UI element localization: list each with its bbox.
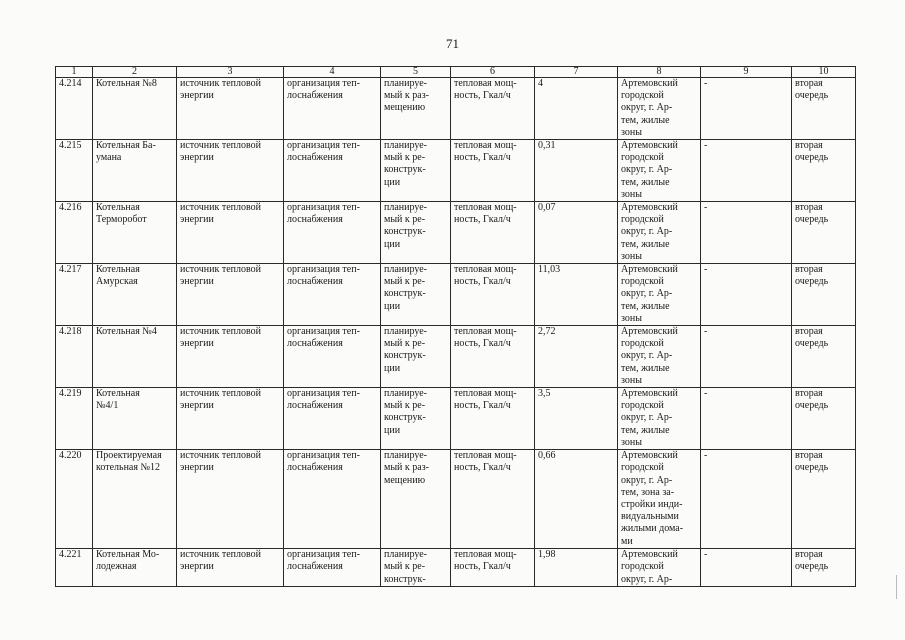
status: планируе- мый к ре- конструк- ции [381, 264, 451, 326]
column-header: 4 [284, 67, 381, 78]
stage: вторая очередь [792, 140, 856, 202]
facility-name: Котельная №8 [93, 78, 177, 140]
status: планируе- мый к ре- конструк- ции [381, 388, 451, 450]
status: планируе- мый к ре- конструк- ции [381, 326, 451, 388]
table-row [56, 450, 856, 549]
value: 2,72 [535, 326, 618, 388]
characteristic: тепловая мощ- ность, Гкал/ч [451, 450, 535, 549]
row-number: 4.220 [56, 450, 93, 549]
value: 0,07 [535, 202, 618, 264]
value: 0,66 [535, 450, 618, 549]
purpose: организация теп- лоснабжения [284, 450, 381, 549]
facility-name: Проектируемая котельная №12 [93, 450, 177, 549]
page-number: 71 [446, 36, 459, 51]
characteristic: тепловая мощ- ность, Гкал/ч [451, 78, 535, 140]
characteristic: тепловая мощ- ность, Гкал/ч [451, 326, 535, 388]
column-header: 1 [56, 67, 93, 78]
characteristic: тепловая мощ- ность, Гкал/ч [451, 388, 535, 450]
table-row [56, 326, 856, 388]
object-type: источник тепловой энергии [177, 264, 284, 326]
object-type: источник тепловой энергии [177, 140, 284, 202]
column-header: 8 [618, 67, 701, 78]
object-type: источник тепловой энергии [177, 549, 284, 587]
table-row [56, 202, 856, 264]
scan-edge-mark [896, 575, 897, 599]
purpose: организация теп- лоснабжения [284, 140, 381, 202]
stage: вторая очередь [792, 450, 856, 549]
zone: - [701, 202, 792, 264]
value: 1,98 [535, 549, 618, 587]
table-row [56, 549, 856, 587]
row-number: 4.217 [56, 264, 93, 326]
zone: - [701, 78, 792, 140]
facility-name: Котельная Терморобот [93, 202, 177, 264]
zone: - [701, 326, 792, 388]
row-number: 4.215 [56, 140, 93, 202]
purpose: организация теп- лоснабжения [284, 264, 381, 326]
value: 0,31 [535, 140, 618, 202]
header-row [56, 67, 856, 78]
location: Артемовский городской округ, г. Ар- тем, жилые зоны [618, 140, 701, 202]
characteristic: тепловая мощ- ность, Гкал/ч [451, 264, 535, 326]
object-type: источник тепловой энергии [177, 78, 284, 140]
column-header: 6 [451, 67, 535, 78]
status: планируе- мый к раз- мещению [381, 450, 451, 549]
stage: вторая очередь [792, 202, 856, 264]
column-header: 2 [93, 67, 177, 78]
purpose: организация теп- лоснабжения [284, 78, 381, 140]
location: Артемовский городской округ, г. Ар- [618, 549, 701, 587]
location: Артемовский городской округ, г. Ар- тем, жилые зоны [618, 202, 701, 264]
column-header: 5 [381, 67, 451, 78]
characteristic: тепловая мощ- ность, Гкал/ч [451, 549, 535, 587]
stage: вторая очередь [792, 549, 856, 587]
zone: - [701, 549, 792, 587]
column-header: 10 [792, 67, 856, 78]
location: Артемовский городской округ, г. Ар- тем, жилые зоны [618, 388, 701, 450]
location: Артемовский городской округ, г. Ар- тем, зона за- стройки инди- видуальными жилыми дома- ми [618, 450, 701, 549]
stage: вторая очередь [792, 388, 856, 450]
column-header: 7 [535, 67, 618, 78]
stage: вторая очередь [792, 326, 856, 388]
object-type: источник тепловой энергии [177, 388, 284, 450]
object-type: источник тепловой энергии [177, 450, 284, 549]
facility-name: Котельная Ба- умана [93, 140, 177, 202]
facility-name: Котельная №4 [93, 326, 177, 388]
purpose: организация теп- лоснабжения [284, 326, 381, 388]
zone: - [701, 140, 792, 202]
table-row [56, 78, 856, 140]
object-type: источник тепловой энергии [177, 326, 284, 388]
characteristic: тепловая мощ- ность, Гкал/ч [451, 202, 535, 264]
status: планируе- мый к ре- конструк- ции [381, 140, 451, 202]
value: 11,03 [535, 264, 618, 326]
row-number: 4.214 [56, 78, 93, 140]
facilities-table [55, 66, 856, 587]
table-row [56, 264, 856, 326]
row-number: 4.216 [56, 202, 93, 264]
stage: вторая очередь [792, 78, 856, 140]
location: Артемовский городской округ, г. Ар- тем, жилые зоны [618, 78, 701, 140]
purpose: организация теп- лоснабжения [284, 202, 381, 264]
column-header: 3 [177, 67, 284, 78]
stage: вторая очередь [792, 264, 856, 326]
zone: - [701, 264, 792, 326]
zone: - [701, 388, 792, 450]
location: Артемовский городской округ, г. Ар- тем, жилые зоны [618, 326, 701, 388]
row-number: 4.221 [56, 549, 93, 587]
zone: - [701, 450, 792, 549]
column-header: 9 [701, 67, 792, 78]
row-number: 4.219 [56, 388, 93, 450]
facility-name: Котельная Амурская [93, 264, 177, 326]
status: планируе- мый к ре- конструк- [381, 549, 451, 587]
table-row [56, 140, 856, 202]
characteristic: тепловая мощ- ность, Гкал/ч [451, 140, 535, 202]
status: планируе- мый к раз- мещению [381, 78, 451, 140]
location: Артемовский городской округ, г. Ар- тем, жилые зоны [618, 264, 701, 326]
purpose: организация теп- лоснабжения [284, 388, 381, 450]
value: 3,5 [535, 388, 618, 450]
facility-name: Котельная №4/1 [93, 388, 177, 450]
purpose: организация теп- лоснабжения [284, 549, 381, 587]
table-row [56, 388, 856, 450]
status: планируе- мый к ре- конструк- ции [381, 202, 451, 264]
row-number: 4.218 [56, 326, 93, 388]
facility-name: Котельная Мо- лодежная [93, 549, 177, 587]
value: 4 [535, 78, 618, 140]
object-type: источник тепловой энергии [177, 202, 284, 264]
